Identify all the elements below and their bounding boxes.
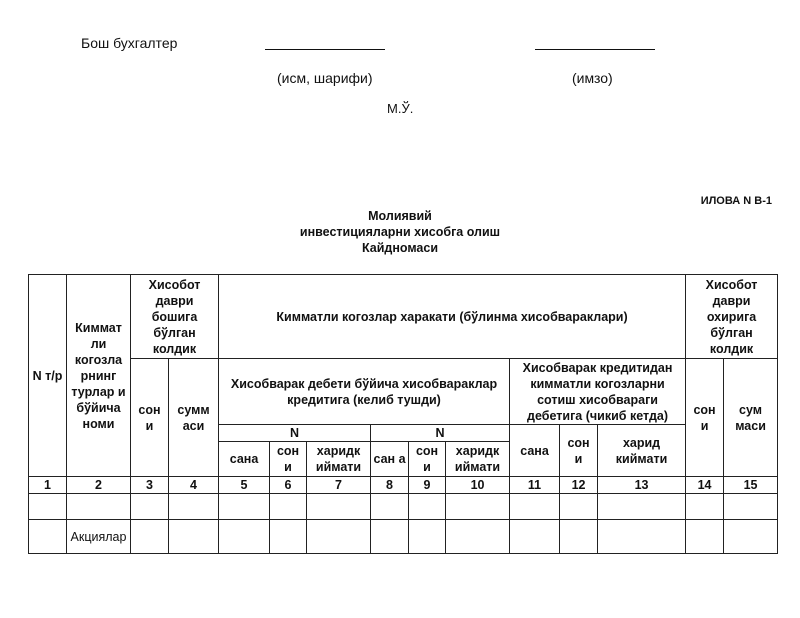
header-debit-qty: сон и: [270, 442, 307, 477]
appendix-label: ИЛОВА N В-1: [700, 195, 772, 207]
header-credit-date: сана: [510, 425, 560, 477]
empty-cell: [510, 520, 560, 554]
empty-cell: [29, 494, 67, 520]
name-caption: (исм, шарифи): [277, 70, 373, 86]
signature-line: [535, 49, 655, 50]
header-security-types: Киммат ли когозла рнинг турлар и бўйича номи: [67, 275, 131, 477]
empty-cell: [598, 494, 686, 520]
empty-cell: [560, 520, 598, 554]
header-debit-qty-2: сон и: [409, 442, 446, 477]
header-debit-receipts: Хисобварак дебети бўйича хисобвараклар кредитига (келиб тушди): [219, 359, 510, 425]
header-debit-date-2: сан а: [371, 442, 409, 477]
header-credit-purchase-value: харид киймати: [598, 425, 686, 477]
empty-cell: [686, 520, 724, 554]
header-credit-qty: сон и: [560, 425, 598, 477]
document-title: [230, 208, 570, 256]
header-debit-n: N: [219, 425, 371, 442]
title-line-2: инвестицияларни хисобга олиш: [299, 225, 501, 239]
empty-cell: [29, 520, 67, 554]
empty-cell: [560, 494, 598, 520]
table-row: [29, 494, 778, 520]
header-debit-n-2: N: [371, 425, 510, 442]
empty-cell: [307, 494, 371, 520]
column-number: 10: [446, 477, 510, 494]
header-number: N т/р: [29, 275, 67, 477]
empty-cell: [169, 494, 219, 520]
column-number: 2: [67, 477, 131, 494]
header-closing-sum: сум маси: [724, 359, 778, 477]
column-number: 8: [371, 477, 409, 494]
empty-cell: [131, 494, 169, 520]
empty-cell: [169, 520, 219, 554]
column-number: 15: [724, 477, 778, 494]
column-number: 3: [131, 477, 169, 494]
header-closing-qty: сон и: [686, 359, 724, 477]
empty-cell: [510, 494, 560, 520]
empty-cell: [598, 520, 686, 554]
column-number: 1: [29, 477, 67, 494]
column-number: 13: [598, 477, 686, 494]
column-number: 12: [560, 477, 598, 494]
header-debit-purchase-value-2: харидк иймати: [446, 442, 510, 477]
header-closing-balance: Хисобот даври охирига бўлган колдик: [686, 275, 778, 359]
header-securities-movement: Кимматли когозлар харакати (бўлинма хисобвараклари): [219, 275, 686, 359]
empty-cell: [371, 520, 409, 554]
column-number: 7: [307, 477, 371, 494]
investments-register-table: [28, 274, 778, 554]
empty-cell: [219, 520, 270, 554]
column-number: 4: [169, 477, 219, 494]
empty-cell: [409, 520, 446, 554]
empty-cell: [724, 494, 778, 520]
header-debit-purchase-value: харидк иймати: [307, 442, 371, 477]
empty-cell: [307, 520, 371, 554]
header-debit-date: сана: [219, 442, 270, 477]
signature-caption: (имзо): [572, 70, 613, 86]
column-numbers-row: [29, 477, 778, 494]
empty-cell: [686, 494, 724, 520]
header-opening-balance: Хисобот даври бошига бўлган колдик: [131, 275, 219, 359]
empty-cell: [724, 520, 778, 554]
empty-cell: [270, 494, 307, 520]
chief-accountant-label: Бош бухгалтер: [81, 35, 178, 51]
empty-cell: [67, 494, 131, 520]
title-line-3: Кайдномаси: [361, 241, 439, 255]
column-number: 9: [409, 477, 446, 494]
header-opening-qty: сон и: [131, 359, 169, 477]
header-opening-sum: сумм аси: [169, 359, 219, 477]
empty-cell: [409, 494, 446, 520]
name-signature-line: [265, 49, 385, 50]
title-line-1: Молиявий: [368, 209, 432, 223]
seal-mark: М.Ў.: [387, 101, 414, 116]
empty-cell: [371, 494, 409, 520]
column-number: 14: [686, 477, 724, 494]
empty-cell: [446, 520, 510, 554]
header-credit-disposals: Хисобварак кредитидан кимматли когозларни сотиш хисобвараги дебетига (чикиб кетда): [510, 359, 686, 425]
empty-cell: [131, 520, 169, 554]
column-number: 6: [270, 477, 307, 494]
empty-cell: [446, 494, 510, 520]
row-shares-label: Акциялар: [67, 520, 131, 554]
column-number: 5: [219, 477, 270, 494]
empty-cell: [270, 520, 307, 554]
table-row: [29, 520, 778, 554]
empty-cell: [219, 494, 270, 520]
column-number: 11: [510, 477, 560, 494]
